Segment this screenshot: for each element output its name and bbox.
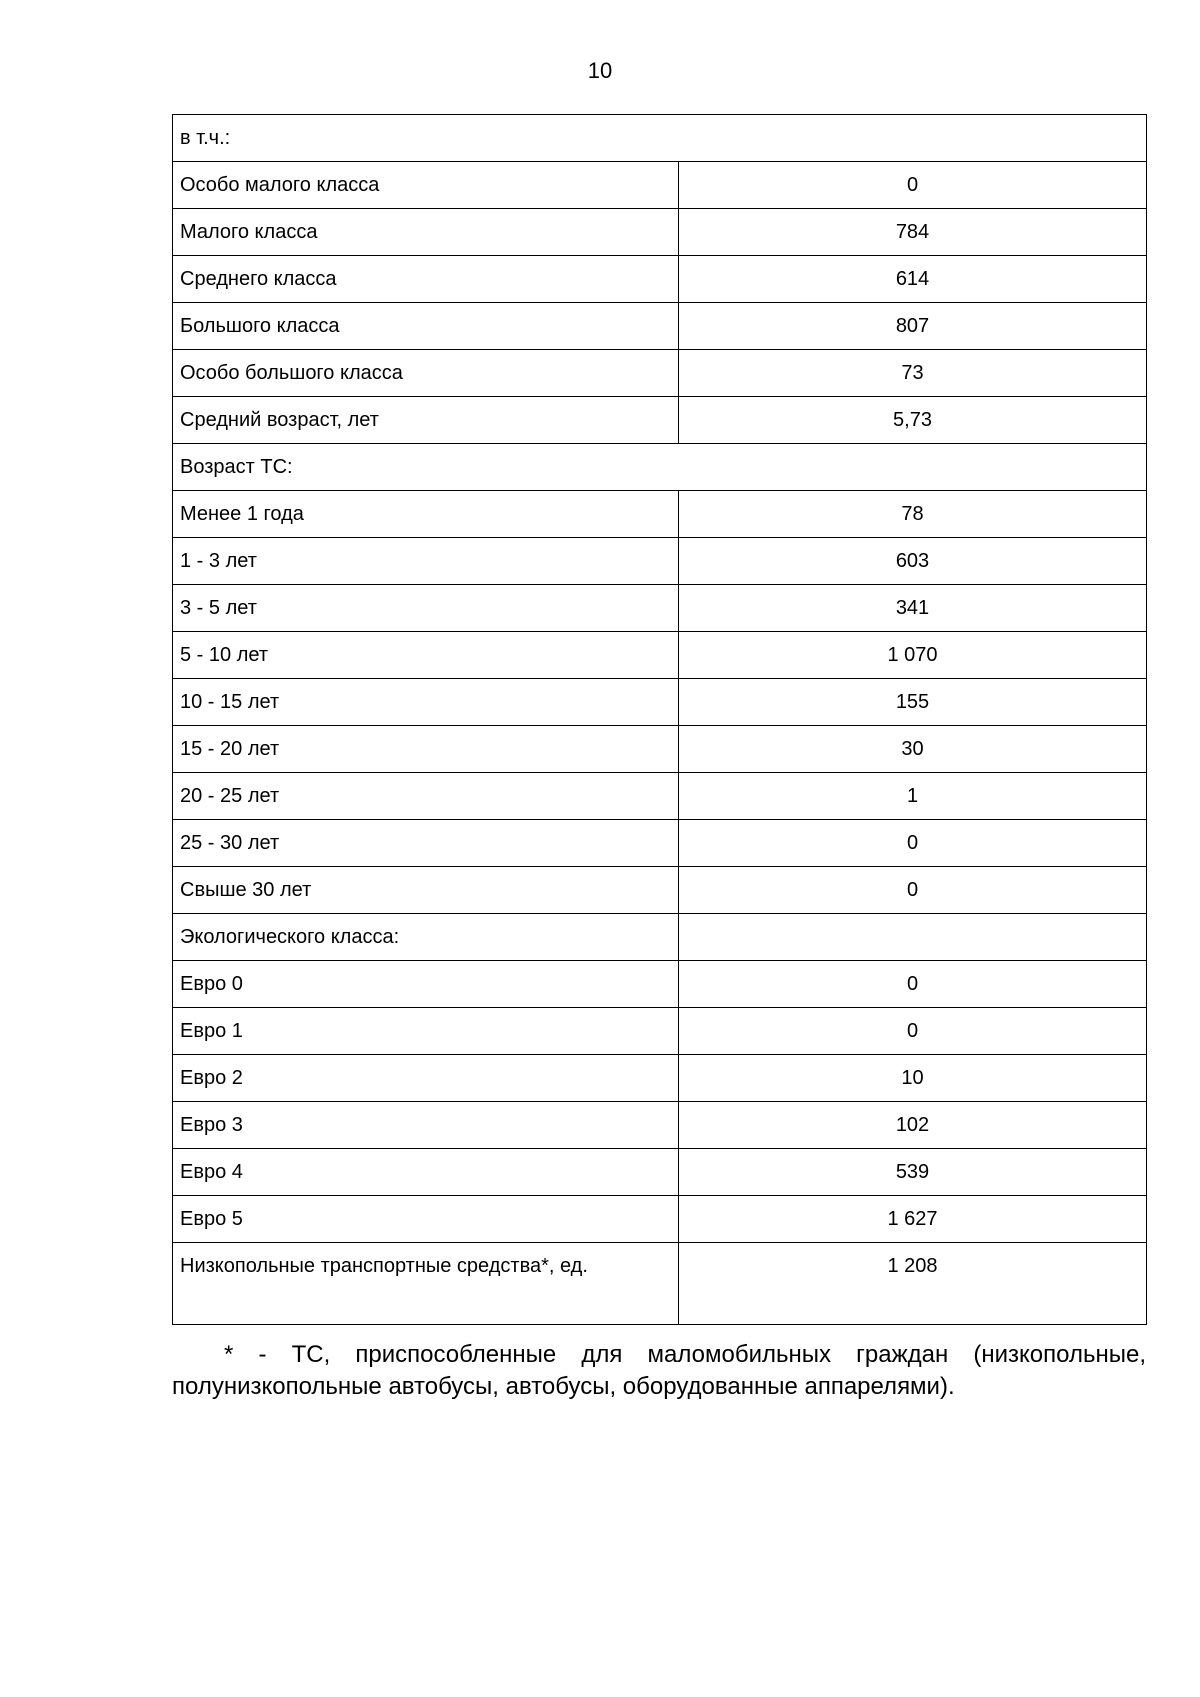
row-value: 5,73 xyxy=(679,397,1147,444)
row-value: 0 xyxy=(679,867,1147,914)
table-row xyxy=(173,1055,1147,1102)
row-value: 341 xyxy=(679,585,1147,632)
table-row xyxy=(173,303,1147,350)
row-label: Евро 1 xyxy=(173,1008,679,1055)
table-row xyxy=(173,679,1147,726)
table-section-row xyxy=(173,115,1147,162)
table-row xyxy=(173,914,1147,961)
row-label: Свыше 30 лет xyxy=(173,867,679,914)
row-label: Низкопольные транспортные средства*, ед. xyxy=(173,1243,679,1325)
table-row xyxy=(173,820,1147,867)
table-row xyxy=(173,1196,1147,1243)
row-label: 25 - 30 лет xyxy=(173,820,679,867)
row-value: 30 xyxy=(679,726,1147,773)
row-value: 73 xyxy=(679,350,1147,397)
row-label: 20 - 25 лет xyxy=(173,773,679,820)
row-label: Особо малого класса xyxy=(173,162,679,209)
row-label: Евро 4 xyxy=(173,1149,679,1196)
row-label: в т.ч.: xyxy=(173,115,1147,162)
table-row xyxy=(173,1243,1147,1325)
row-label: Евро 0 xyxy=(173,961,679,1008)
table-body xyxy=(173,115,1147,1325)
table-row xyxy=(173,961,1147,1008)
table-row xyxy=(173,397,1147,444)
row-value: 0 xyxy=(679,162,1147,209)
table-row xyxy=(173,1102,1147,1149)
table-row xyxy=(173,773,1147,820)
table-row xyxy=(173,632,1147,679)
table-row xyxy=(173,726,1147,773)
table-row xyxy=(173,256,1147,303)
row-label: Малого класса xyxy=(173,209,679,256)
row-label: Евро 3 xyxy=(173,1102,679,1149)
row-value: 1 208 xyxy=(679,1243,1147,1325)
row-value: 1 627 xyxy=(679,1196,1147,1243)
table-section-row xyxy=(173,444,1147,491)
row-value: 1 xyxy=(679,773,1147,820)
table-row xyxy=(173,162,1147,209)
footnote: * - ТС, приспособленные для маломобильных граждан (низкопольные, полунизкопольные автобусы, автобусы, оборудованные аппарелями). xyxy=(172,1341,1146,1400)
row-label: Экологического класса: xyxy=(173,914,679,961)
row-label: Менее 1 года xyxy=(173,491,679,538)
row-value: 1 070 xyxy=(679,632,1147,679)
row-value: 10 xyxy=(679,1055,1147,1102)
row-label: 15 - 20 лет xyxy=(173,726,679,773)
row-value: 807 xyxy=(679,303,1147,350)
row-value xyxy=(679,914,1147,961)
row-label: Среднего класса xyxy=(173,256,679,303)
row-value: 102 xyxy=(679,1102,1147,1149)
row-value: 0 xyxy=(679,820,1147,867)
row-label: Евро 2 xyxy=(173,1055,679,1102)
row-label: Евро 5 xyxy=(173,1196,679,1243)
page-number: 10 xyxy=(587,58,613,83)
table-row xyxy=(173,1149,1147,1196)
row-label: 3 - 5 лет xyxy=(173,585,679,632)
row-value: 614 xyxy=(679,256,1147,303)
row-label: Возраст ТС: xyxy=(173,444,1147,491)
row-label: Средний возраст, лет xyxy=(173,397,679,444)
row-value: 539 xyxy=(679,1149,1147,1196)
row-label: Особо большого класса xyxy=(173,350,679,397)
row-value: 155 xyxy=(679,679,1147,726)
row-label: Большого класса xyxy=(173,303,679,350)
table-row xyxy=(173,491,1147,538)
table-row xyxy=(173,867,1147,914)
row-value: 78 xyxy=(679,491,1147,538)
row-label: 10 - 15 лет xyxy=(173,679,679,726)
row-value: 0 xyxy=(679,961,1147,1008)
table-row xyxy=(173,1008,1147,1055)
table-row xyxy=(173,538,1147,585)
row-label: 5 - 10 лет xyxy=(173,632,679,679)
row-label: 1 - 3 лет xyxy=(173,538,679,585)
statistics-table xyxy=(172,114,1147,1325)
table-row xyxy=(173,350,1147,397)
table-row xyxy=(173,585,1147,632)
row-value: 0 xyxy=(679,1008,1147,1055)
row-value: 603 xyxy=(679,538,1147,585)
row-value: 784 xyxy=(679,209,1147,256)
table-row xyxy=(173,209,1147,256)
